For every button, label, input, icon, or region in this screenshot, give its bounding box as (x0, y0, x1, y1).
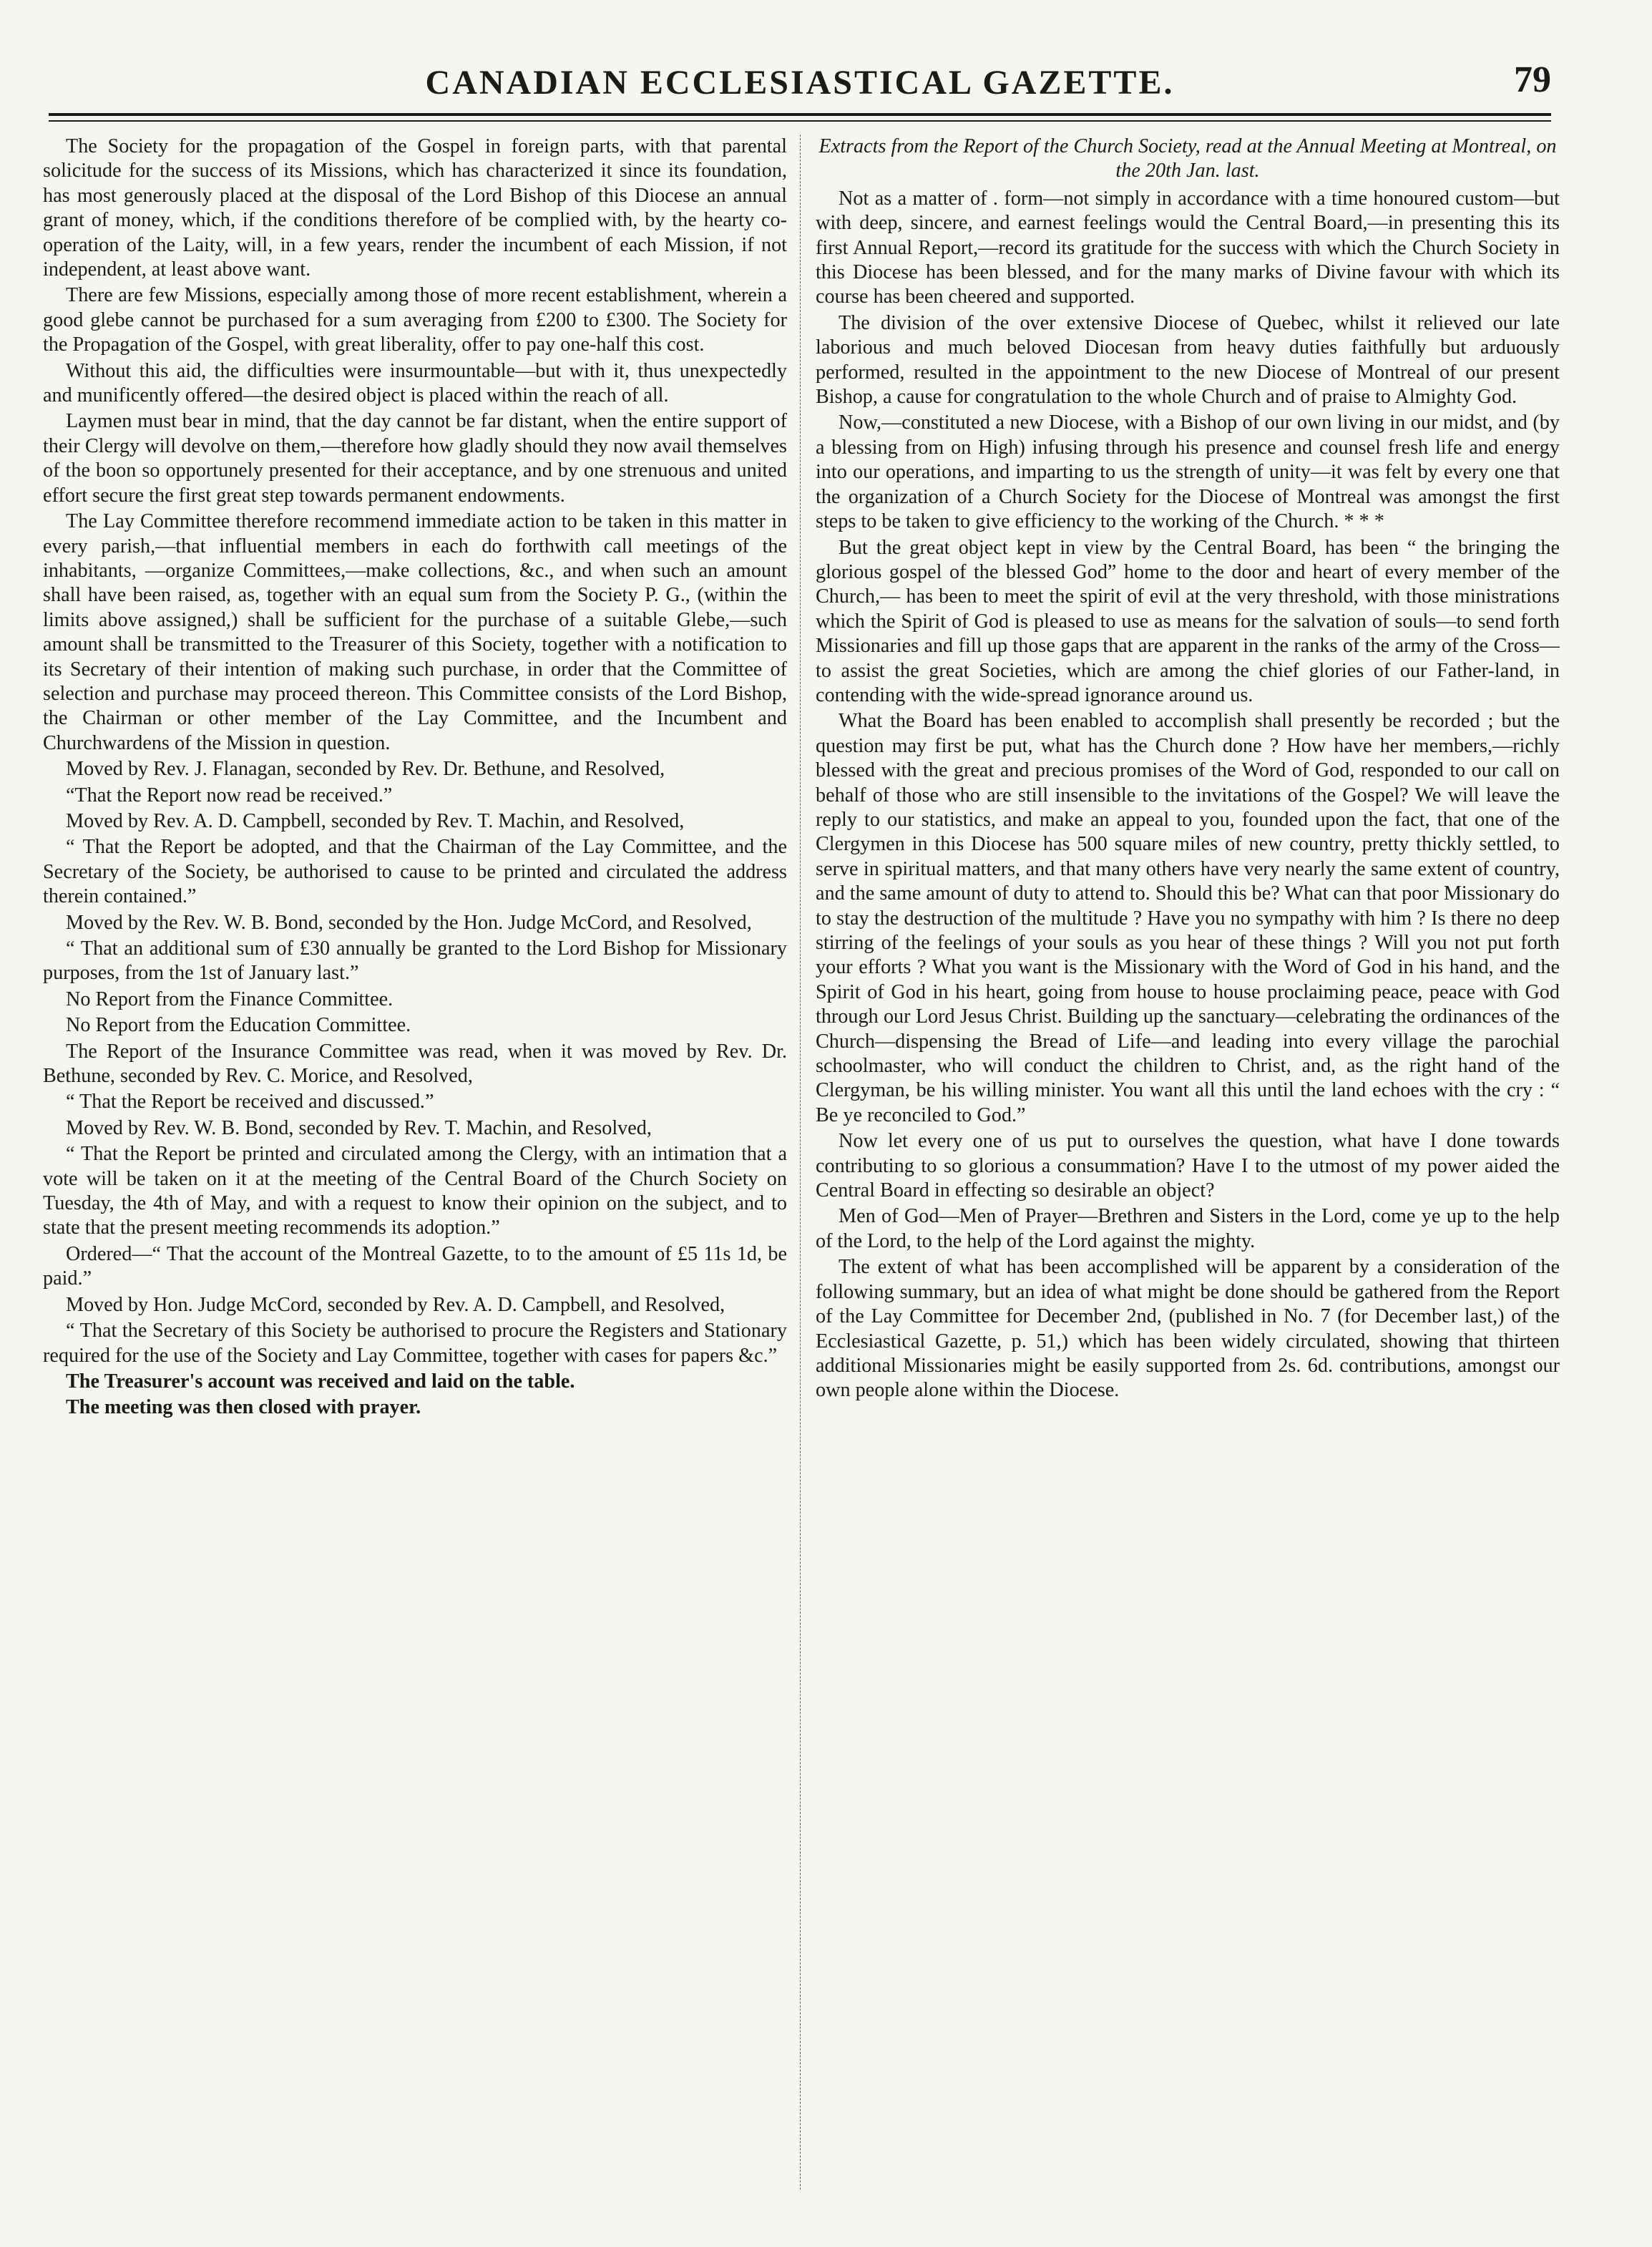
right-column (816, 135, 1560, 2190)
paragraph: Now,—constituted a new Diocese, with a Bishop of our own living in our midst, and (by a blessing from on High) infusing through his presence and counsel fresh life and energy into our operations, and imparting to us the strength of unity—it was felt by every one that the organization of a Church Society for the Diocese of Montreal was amongst the first steps to be taken to give efficiency to the working of the Church. * * * (816, 411, 1560, 533)
paragraph: “ That the Secretary of this Society be authorised to procure the Registers and Stationary required for the use of the Society and Lay Committee, together with cases for papers &c.” (43, 1320, 787, 1367)
paragraph: Now let every one of us put to ourselves the question, what have I done towards contributing to so glorious a consummation? Have I to the utmost of my power aided the Central Board in effecting so desirable an object? (816, 1130, 1560, 1202)
paragraph: No Report from the Education Committee. (66, 1014, 411, 1037)
paragraph: Moved by Hon. Judge McCord, seconded by Rev. A. D. Campbell, and Resolved, (66, 1293, 725, 1316)
paragraph: The Report of the Insurance Committee was read, when it was moved by Rev. Dr. Bethune, seconded by Rev. C. Morice, and Resolved, (43, 1040, 787, 1088)
paragraph: “That the Report now read be received.” (66, 784, 393, 806)
paragraph: The meeting was then closed with prayer. (66, 1396, 421, 1419)
paragraph: The extent of what has been accomplished will be apparent by a consideration of the following summary, but an idea of what might be done should be gathered from the Report of the Lay Committee for December 2nd, (published in No. 7 (for December last,) of the Ecclesiastical Gazette, p. 51,) which has been widely circulated, showing that thirteen additional Missionaries might be easily supported from 2s. 6d. contributions, amongst our own people alone within the Diocese. (816, 1256, 1560, 1402)
section-heading: Extracts from the Report of the Church Society, read at the Annual Meeting at Montreal, on the 20th Jan. last. (818, 135, 1557, 182)
paragraph: Without this aid, the difficulties were insurmountable—but with it, thus unexpectedly and munificently offered—the desired object is placed within the reach of all. (43, 359, 787, 407)
paragraph: The Society for the propagation of the Gospel in foreign parts, with that parental solicitude for the success of its Missions, which has characterized it since its foundation, has most generously placed at the disposal of the Lord Bishop of this Diocese an annual grant of money, which, if the conditions therefore of be complied with, by the hearty co-operation of the Laity, will, in a few years, render the incumbent of each Mission, if not independent, at least above want. (43, 135, 787, 281)
paragraph: Moved by the Rev. W. B. Bond, seconded by the Hon. Judge McCord, and Resolved, (66, 911, 752, 934)
page-number: 79 (1514, 59, 1551, 100)
paragraph: The division of the over extensive Diocese of Quebec, whilst it relieved our late laborious and much beloved Diocesan from heavy duties faithfully but arduously performed, resulted in the appointment to the new Diocese of Montreal of our present Bishop, a cause for congratulation to the whole Church and of praise to Almighty God. (816, 311, 1560, 409)
page-title: CANADIAN ECCLESIASTICAL GAZETTE. (425, 64, 1175, 102)
paragraph: Men of God—Men of Prayer—Brethren and Sisters in the Lord, come ye up to the help of the Lord, to the help of the Lord against the mighty. (816, 1205, 1560, 1252)
paragraph: Ordered—“ That the account of the Montreal Gazette, to to the amount of £5 11s 1d, be paid.” (43, 1242, 787, 1290)
paragraph: The Treasurer's account was received and laid on the table. (66, 1370, 575, 1393)
header-rule-thick (49, 113, 1551, 116)
paragraph: There are few Missions, especially among those of more recent establishment, wherein a good glebe cannot be purchased for a sum averaging from £200 to £300. The Society for the Propagation of the Gospel, with great liberality, offer to pay one-half this cost. (43, 284, 787, 356)
paragraph: But the great object kept in view by the Central Board, has been “ the bringing the glorious gospel of the blessed God” home to the door and heart of every member of the Church,— has been to meet the spirit of evil at the very threshold, with those ministrations which the Spirit of God is pleased to use as means for the salvation of souls—to send forth Missionaries and fill up those gaps that are apparent in the ranks of the army of the Cross—to assist the great Societies, which are among the chief glories of our Father-land, in contending with the wide-spread ignorance around us. (816, 536, 1560, 706)
paragraph: “ That the Report be adopted, and that the Chairman of the Lay Committee, and the Secretary of the Society, be authorised to cause to be printed and circulated the address therein contained.” (43, 836, 787, 908)
page-header (49, 43, 1551, 114)
paragraph: Not as a matter of . form—not simply in accordance with a time honoured custom—but with deep, sincere, and earnest feelings would the Central Board,—in presenting this its first Annual Report,—record its gratitude for the success with which the Church Society in this Diocese has been blessed, and for the many marks of Divine favour with which its course has been cheered and supported. (816, 187, 1560, 308)
paragraph: “ That an additional sum of £30 annually be granted to the Lord Bishop for Missionary purposes, from the 1st of January last.” (43, 937, 787, 985)
paragraph: Laymen must bear in mind, that the day cannot be far distant, when the entire support of their Clergy will devolve on them,—therefore how gladly should they now avail themselves of the boon so opportunely presented for their acceptance, and by one strenuous and united effort secure the first great step towards permanent endowments. (43, 410, 787, 507)
paragraph: Moved by Rev. J. Flanagan, seconded by Rev. Dr. Bethune, and Resolved, (66, 758, 665, 781)
header-rule-thin (49, 120, 1551, 122)
column-divider (800, 135, 801, 2190)
paragraph: No Report from the Finance Committee. (66, 988, 394, 1010)
paragraph: “ That the Report be printed and circulated among the Clergy, with an intimation that a vote will be taken on it at the meeting of the Central Board of the Church Society on Tuesday, the 4th of May, and with a request to know their opinion on the subject, and to state that the present meeting recommends its adoption.” (43, 1143, 787, 1239)
paragraph: Moved by Rev. W. B. Bond, seconded by Rev. T. Machin, and Resolved, (66, 1116, 652, 1139)
paragraph: The Lay Committee therefore recommend immediate action to be taken in this matter in every parish,—that influential members in each do forthwith call meetings of the inhabitants, —organize Committees,—make collections, &c., and when such an amount shall have been raised, as, together with an equal sum from the Society P. G., (within the limits above assigned,) shall be sufficient for the purchase of a suitable Glebe,—such amount shall be transmitted to the Treasurer of this Society, together with a notification to its Secretary of their intention of making such purchase, in order that the Committee of selection and purchase may proceed thereon. This Committee consists of the Lord Bishop, the Chairman or other member of the Lay Committee, and the Incumbent and Churchwardens of the Mission in question. (43, 510, 787, 754)
paragraph: Moved by Rev. A. D. Campbell, seconded by Rev. T. Machin, and Resolved, (66, 809, 685, 832)
left-column (43, 135, 787, 2190)
paragraph: What the Board has been enabled to accomplish shall presently be recorded ; but the question may first be put, what has the Church done ? How have her members,—richly blessed with the great and precious promises of the Word of God, responded to our call on behalf of those who are still insensible to the invitations of the Gospel? We will leave the reply to our statistics, and make an appeal to you, founded upon the fact, that one of the Clergymen in this Diocese has 500 square miles of new country, pretty thickly settled, to serve in spiritual matters, and that many others have very nearly the same extent of country, and the same amount of duty to attend to. Should this be? What can that poor Missionary do to stay the destruction of the multitude ? Have you no sympathy with him ? Is there no deep stirring of the feelings of your souls as you hear of these things ? Will you not put forth your efforts ? What you want is the Missionary with the Word of God in his hand, and the Spirit of God in his heart, going from house to house proclaiming peace, peace with God through our Lord Jesus Christ. Building up the sanctuary—celebrating the ordinances of the Church—dispensing the Bread of Life—and leading into every village the parochial schoolmaster, who will conduct the children to Christ, and, as the right hand of the Clergyman, be his willing minister. You want all this until the land echoes with the cry : “ Be ye reconciled to God.” (816, 710, 1560, 1126)
paragraph: “ That the Report be received and discussed.” (66, 1091, 434, 1113)
